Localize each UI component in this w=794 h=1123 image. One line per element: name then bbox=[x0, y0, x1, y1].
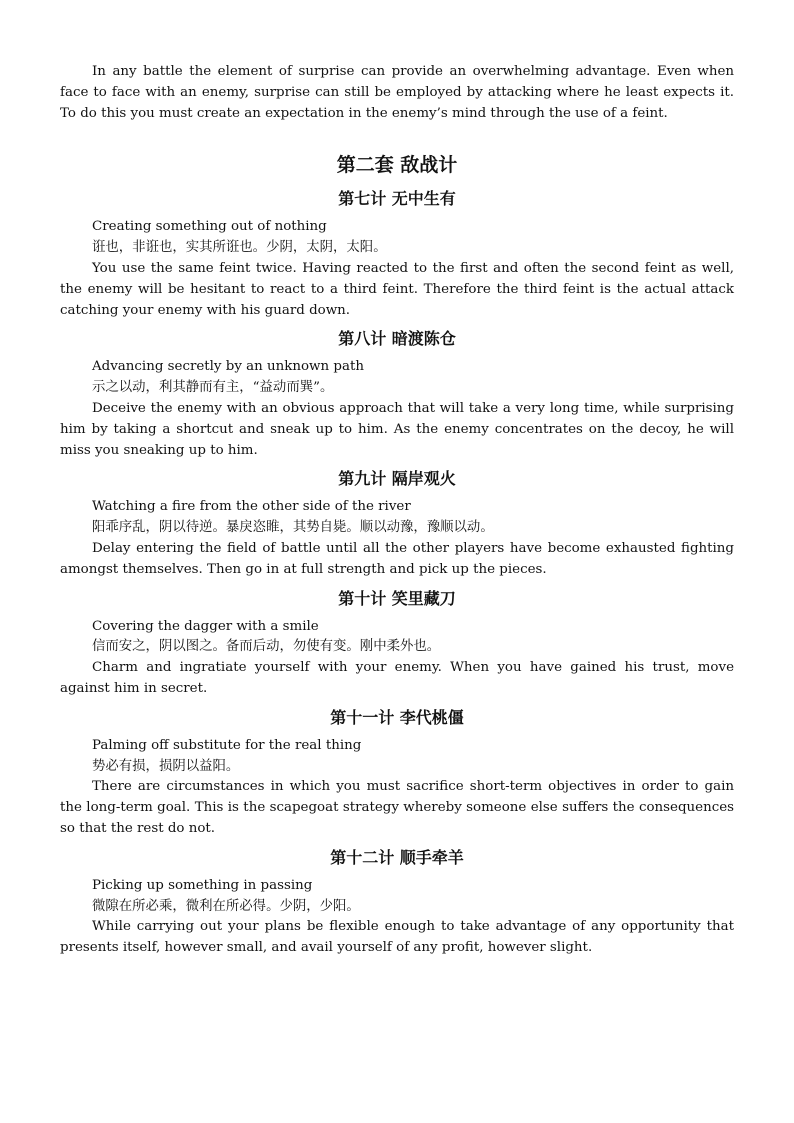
description-paragraph: While carrying out your plans be flexible enough to take advantage of any opportunity that presents itself, however small, and avail yourself of any profit, however slight. bbox=[60, 919, 734, 956]
stratagem-title: 第十一计 李代桃僵 bbox=[330, 707, 464, 727]
english-title: Advancing secretly by an unknown path bbox=[92, 359, 364, 375]
chinese-text: 微隙在所必乘，微利在所必得。少阴，少阳。 bbox=[92, 898, 360, 914]
set-title: 第二套 敌战计 bbox=[336, 154, 458, 177]
stratagem-title: 第七计 无中生有 bbox=[338, 189, 456, 209]
chinese-text: 阳乖序乱，阴以待逆。暴戾恣睢，其势自毙。顺以动豫，豫顺以动。 bbox=[92, 520, 494, 536]
stratagem-section-9 bbox=[60, 468, 734, 580]
intro-paragraph: In any battle the element of surprise can provide an overwhelming advantage. Even when face to face with an enemy, surprise can still be employed by attacking where he least expects it. To do this you must create an expectation in the enemy’s mind through the use of a feint. bbox=[60, 64, 734, 121]
english-title: Palming off substitute for the real thing bbox=[92, 737, 362, 753]
stratagem-title: 第十二计 顺手牵羊 bbox=[330, 847, 464, 867]
chinese-text: 势必有损，损阴以益阳。 bbox=[92, 758, 240, 774]
english-title: Picking up something in passing bbox=[92, 877, 313, 893]
stratagem-title: 第九计 隔岸观火 bbox=[338, 469, 456, 489]
description-paragraph: There are circumstances in which you must sacrifice short-term objectives in order to gain the long-term goal. This is the scapegoat strategy whereby someone else suffers the consequences so that the rest do not. bbox=[60, 779, 734, 836]
english-title: Watching a fire from the other side of the river bbox=[92, 499, 411, 515]
stratagem-section-10 bbox=[60, 588, 734, 700]
chinese-text: 诳也，非诳也，实其所诳也。少阴，太阴，太阳。 bbox=[92, 240, 387, 256]
description-paragraph: Deceive the enemy with an obvious approach that will take a very long time, while surprising him by taking a shortcut and sneak up to him. As the enemy concentrates on the decoy, he will miss you sneaking up to him. bbox=[60, 400, 734, 458]
description-paragraph: Delay entering the field of battle until all the other players have become exhausted fighting amongst themselves. Then go in at full strength and pick up the pieces. bbox=[60, 540, 734, 577]
stratagem-section-11 bbox=[60, 707, 734, 840]
stratagem-section-8 bbox=[60, 328, 734, 461]
english-title: Creating something out of nothing bbox=[92, 219, 327, 235]
english-title: Covering the dagger with a smile bbox=[92, 618, 319, 634]
chinese-text: 示之以动，利其静而有主，“益动而巽”。 bbox=[92, 380, 334, 396]
stratagem-title: 第八计 暗渡陈仓 bbox=[338, 329, 456, 349]
document-page bbox=[60, 62, 734, 959]
description-paragraph: You use the same feint twice. Having reacted to the first and often the second feint as well, the enemy will be hesitant to react to a third feint. Therefore the third feint is the actual attack catching your enemy with his guard down. bbox=[60, 260, 734, 318]
chinese-text: 信而安之，阴以图之。备而后动，勿使有变。刚中柔外也。 bbox=[92, 639, 441, 655]
stratagem-section-7 bbox=[60, 188, 734, 321]
stratagem-section-12 bbox=[60, 847, 734, 959]
description-paragraph: Charm and ingratiate yourself with your enemy. When you have gained his trust, move against him in secret. bbox=[60, 660, 734, 696]
stratagem-title: 第十计 笑里藏刀 bbox=[338, 588, 456, 608]
